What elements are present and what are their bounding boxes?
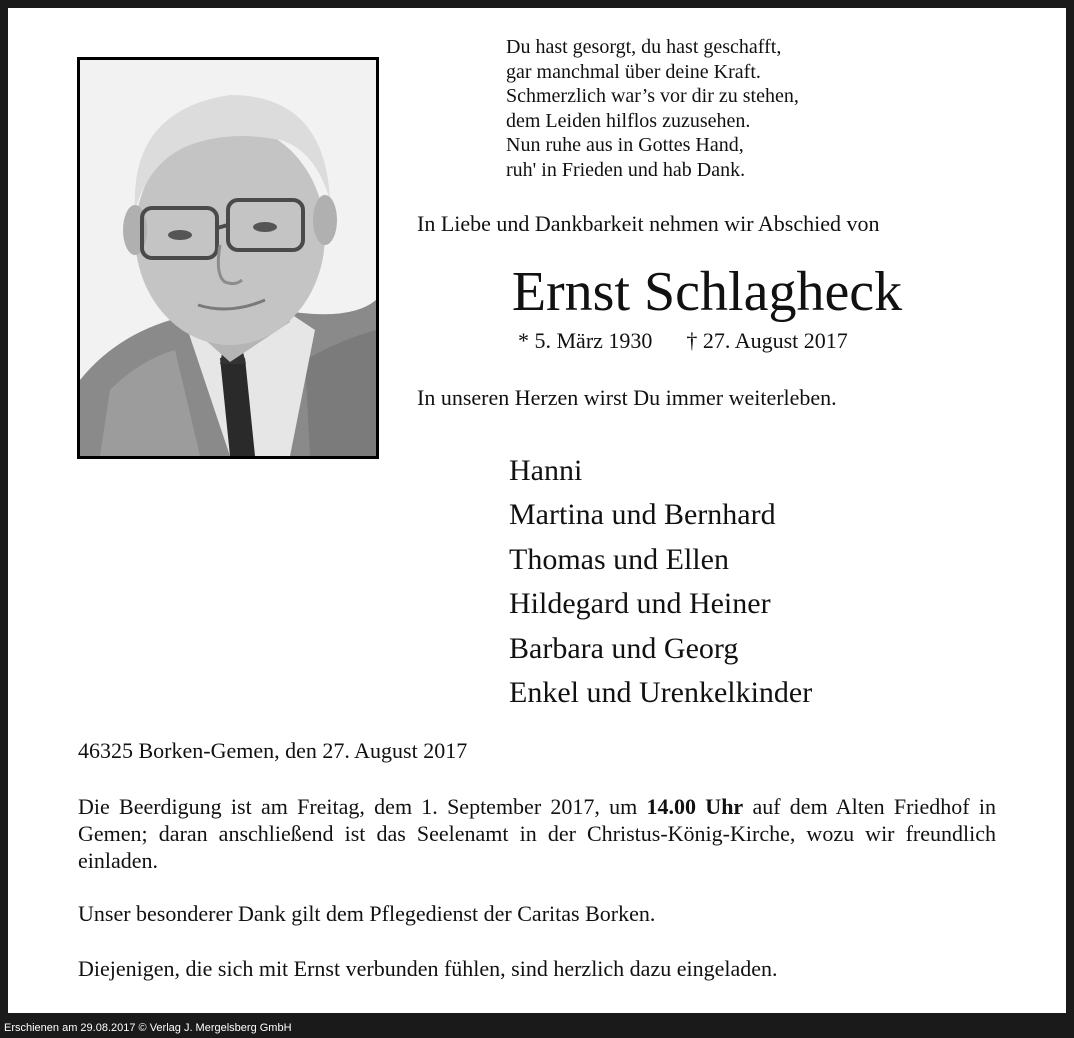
mourner: Hildegard und Heiner — [509, 587, 771, 621]
funeral-text-end: auf dem Alten Friedhof in Gemen; daran anschließend ist das Seelenamt in der Christus-König-Kirche, wozu wir freundlich einladen. — [78, 794, 996, 873]
poem-line: ruh' in Frieden und hab Dank. — [506, 158, 746, 181]
mourner: Thomas und Ellen — [509, 542, 729, 576]
mourner: Barbara und Georg — [509, 631, 739, 665]
portrait-illustration — [80, 60, 376, 456]
mourner: Martina und Bernhard — [509, 498, 776, 532]
funeral-text-start: Die Beerdigung ist am Freitag, dem 1. September 2017, um — [78, 794, 647, 819]
life-dates — [518, 328, 848, 354]
birth-date: * 5. März 1930 — [518, 328, 653, 353]
publication-footer: Erschienen am 29.08.2017 © Verlag J. Mergelsberg GmbH — [4, 1022, 292, 1034]
mourner: Hanni — [509, 454, 583, 487]
invitation: Diejenigen, die sich mit Ernst verbunden fühlen, sind herzlich dazu eingeladen. — [78, 956, 778, 981]
poem — [506, 35, 799, 182]
funeral-time: 14.00 Uhr — [646, 794, 744, 819]
remembrance-line: In unseren Herzen wirst Du immer weiterleben. — [417, 385, 837, 410]
deceased-name: Ernst Schlagheck — [511, 261, 903, 323]
funeral-details — [78, 793, 996, 874]
poem-line: gar manchmal über deine Kraft. — [506, 60, 761, 83]
death-date: † 27. August 2017 — [686, 328, 848, 353]
poem-line: Schmerzlich war’s vor dir zu stehen, — [506, 85, 799, 107]
poem-line: Nun ruhe aus in Gottes Hand, — [506, 134, 744, 156]
farewell-intro: In Liebe und Dankbarkeit nehmen wir Abschied von — [417, 211, 880, 236]
portrait-photo — [77, 57, 379, 459]
place-and-date: 46325 Borken-Gemen, den 27. August 2017 — [78, 738, 468, 763]
poem-line: Du hast gesorgt, du hast geschafft, — [506, 36, 782, 58]
mourners-list — [509, 449, 812, 715]
obituary-notice — [8, 8, 1066, 1013]
special-thanks: Unser besonderer Dank gilt dem Pflegedienst der Caritas Borken. — [78, 901, 656, 926]
mourner: Enkel und Urenkelkinder — [509, 676, 813, 710]
poem-line: dem Leiden hilflos zuzusehen. — [506, 109, 751, 132]
